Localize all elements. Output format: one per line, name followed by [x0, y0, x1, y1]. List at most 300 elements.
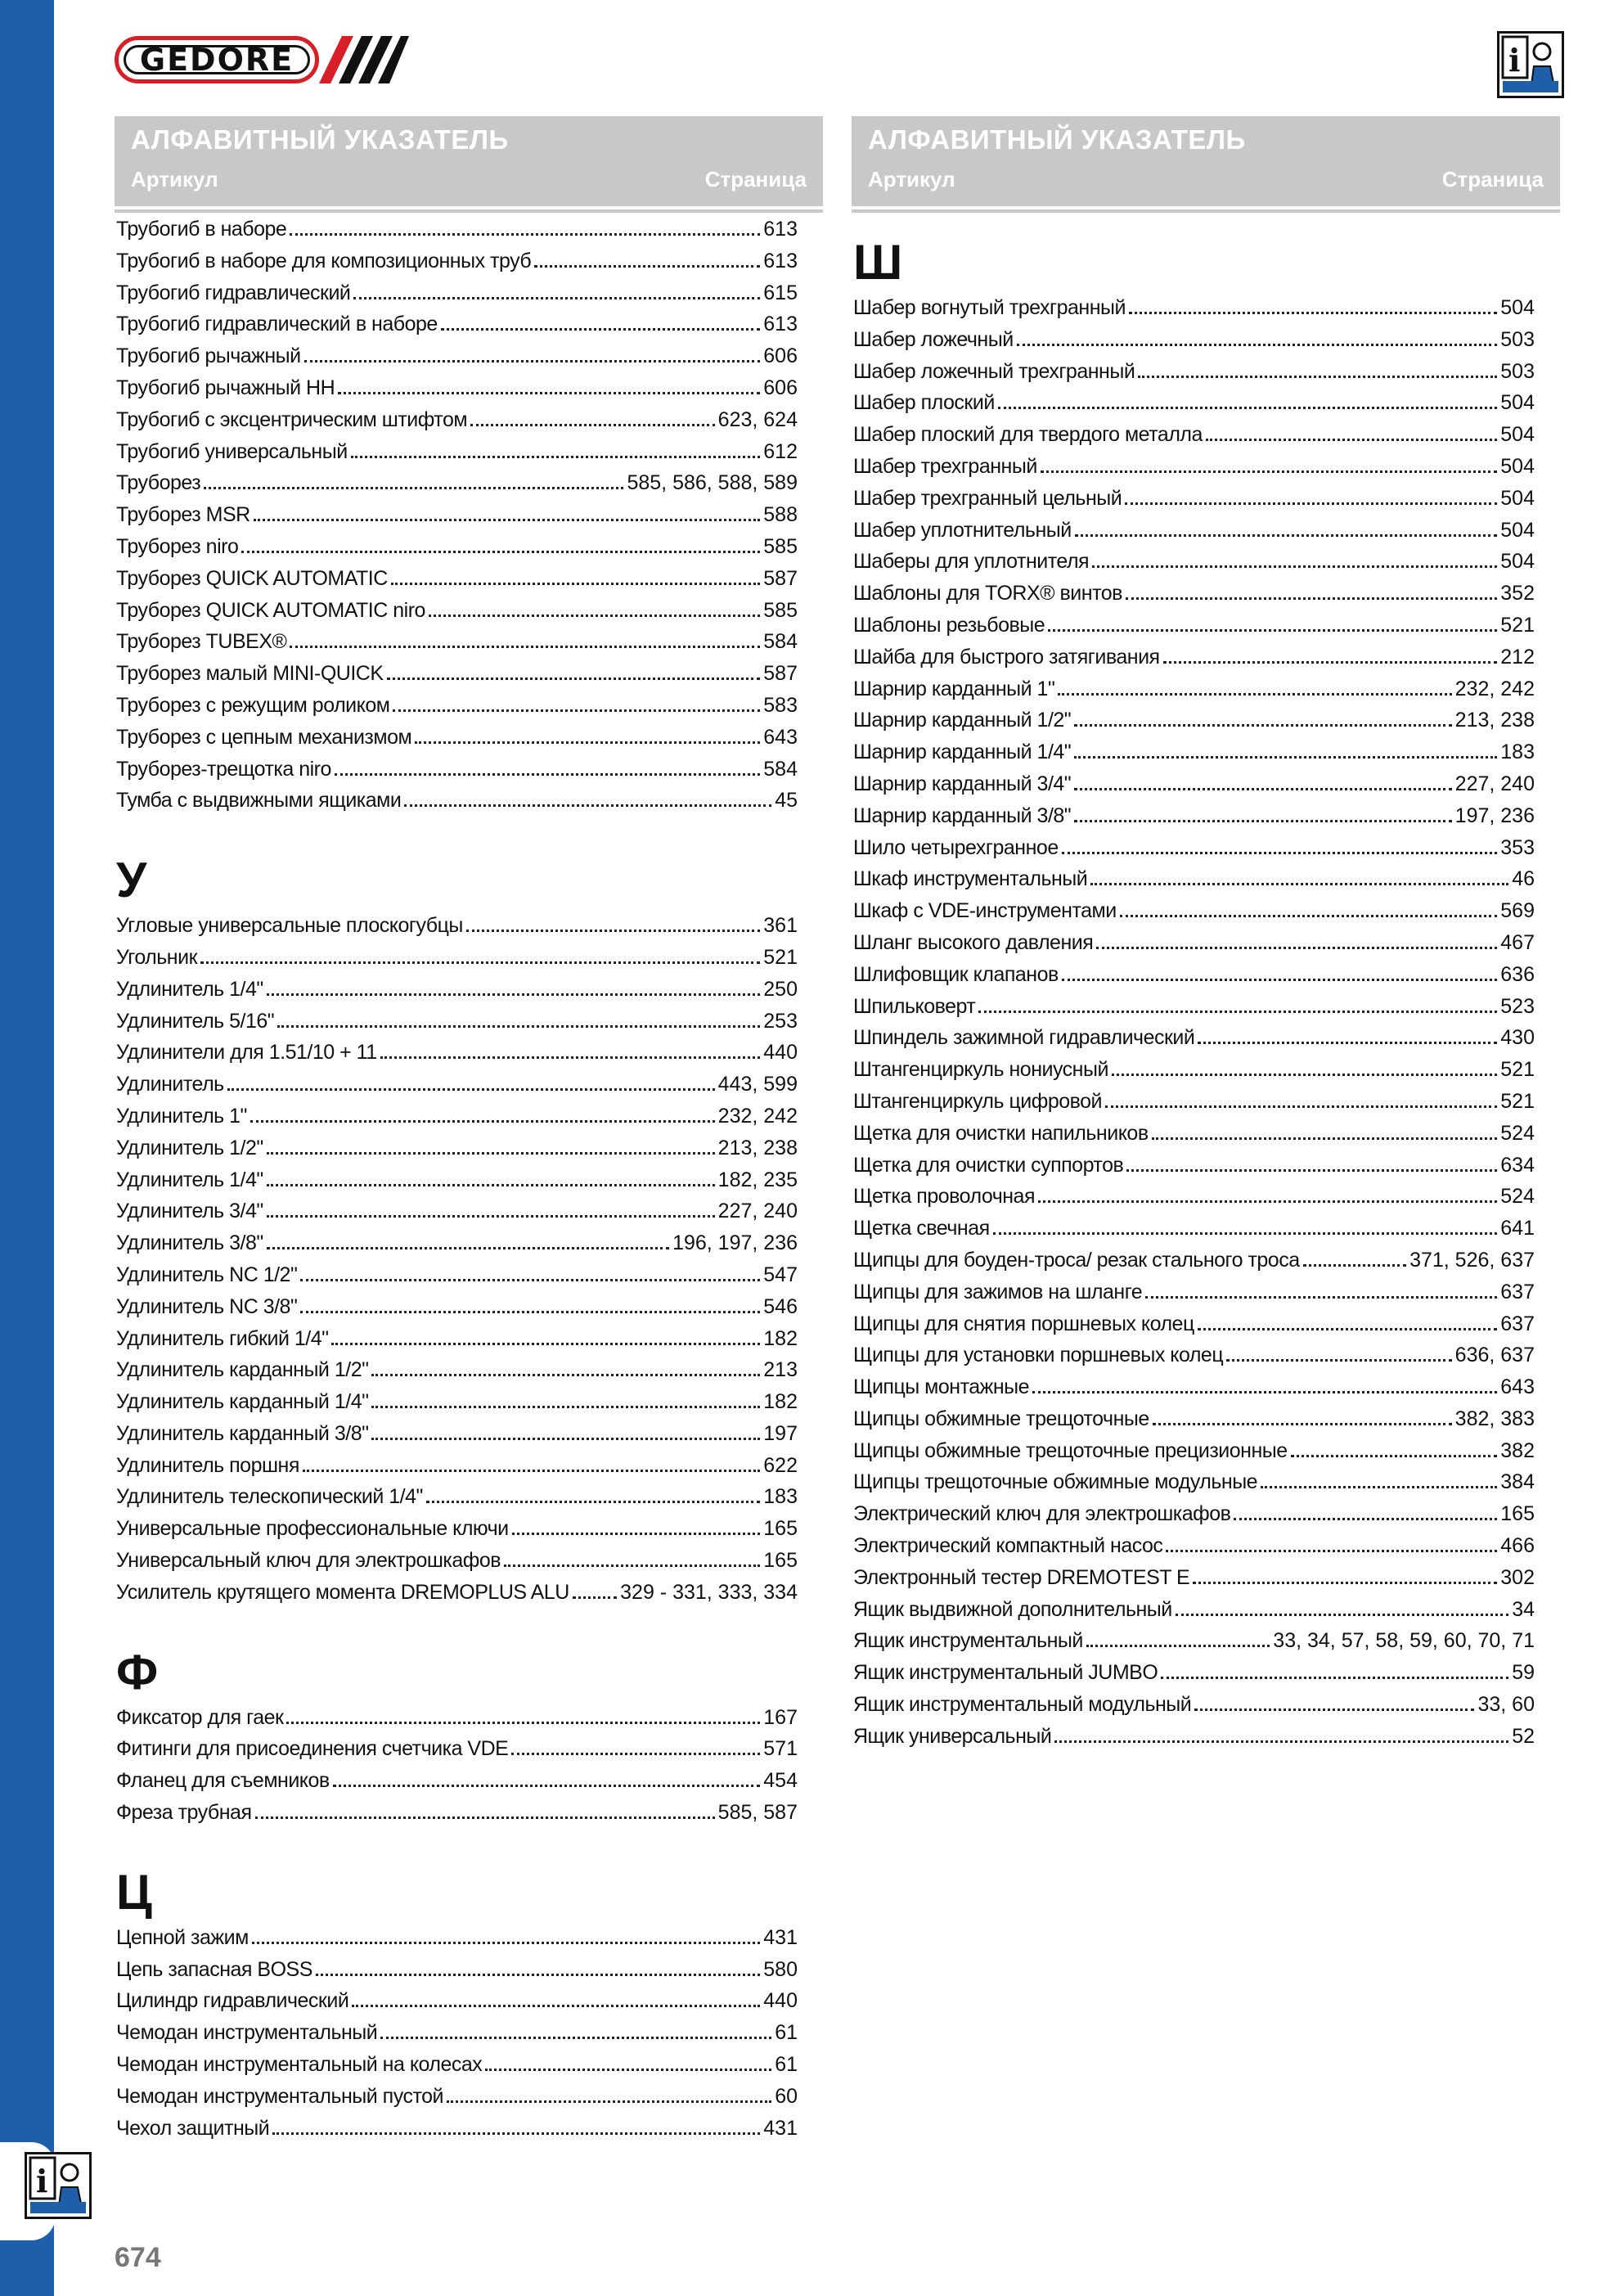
- index-entry: [853, 1693, 1535, 1725]
- index-entry: [116, 1422, 798, 1454]
- entry-name: Цепь запасная BOSS: [116, 1957, 312, 1981]
- entry-page: 585: [763, 534, 798, 558]
- entry-page: 431: [763, 1925, 798, 1949]
- index-entry: [853, 741, 1535, 772]
- entry-page: 167: [763, 1705, 798, 1729]
- dot-leader: [1129, 312, 1497, 314]
- entry-page: 59: [1512, 1661, 1535, 1685]
- index-entry: [116, 630, 798, 662]
- entry-name: Труборез TUBEX®: [116, 630, 287, 654]
- entry-page: 250: [763, 977, 798, 1001]
- index-entry: [116, 1485, 798, 1517]
- index-entry: [853, 804, 1535, 836]
- article-column-label: Артикул: [868, 167, 955, 191]
- info-person-icon: [1497, 31, 1564, 98]
- index-entry: [853, 360, 1535, 392]
- index-column-right: [853, 218, 1535, 1757]
- index-entry: [853, 1058, 1535, 1090]
- dot-leader: [371, 1374, 760, 1376]
- entry-page: 612: [763, 439, 798, 463]
- index-entry: [853, 1375, 1535, 1407]
- entry-page: 571: [763, 1737, 798, 1761]
- index-entry: [853, 519, 1535, 551]
- entry-name: Труборез: [116, 471, 201, 495]
- dot-leader: [267, 1152, 715, 1155]
- index-entry: [116, 535, 798, 567]
- index-entry: [116, 1200, 798, 1231]
- entry-page: 61: [775, 2053, 798, 2077]
- index-entry: [116, 1073, 798, 1105]
- dot-leader: [371, 1438, 760, 1440]
- entry-page: 165: [763, 1517, 798, 1541]
- index-entry: [853, 1534, 1535, 1566]
- entry-page: 197: [763, 1421, 798, 1445]
- entry-name: Ящик универсальный: [853, 1724, 1052, 1748]
- entry-page: 547: [763, 1263, 798, 1286]
- index-entry: [853, 614, 1535, 646]
- entry-page: 253: [763, 1009, 798, 1033]
- index-entry: [116, 914, 798, 946]
- entry-page: 232, 242: [1454, 677, 1535, 700]
- entry-name: Удлинитель карданный 1/4": [116, 1390, 369, 1414]
- page-column-label: Страница: [704, 167, 807, 191]
- entry-page: 382, 383: [1454, 1407, 1535, 1430]
- entry-name: Трубогиб в наборе: [116, 218, 287, 241]
- index-entry: [853, 931, 1535, 963]
- entry-page: 585: [763, 598, 798, 622]
- index-entry: [853, 1185, 1535, 1217]
- entry-page: 643: [1500, 1375, 1535, 1399]
- index-entry: [853, 709, 1535, 741]
- dot-leader: [1074, 756, 1497, 759]
- index-entry: [116, 1263, 798, 1295]
- index-entry: [116, 1581, 798, 1613]
- dot-leader: [1092, 565, 1497, 568]
- index-entry: [116, 2053, 798, 2085]
- entry-page: 196, 197, 236: [672, 1231, 798, 1255]
- entry-page: 182: [763, 1390, 798, 1414]
- index-column-left: [116, 218, 798, 2148]
- entry-page: 521: [1500, 613, 1535, 637]
- entry-page: 329 - 331, 333, 334: [620, 1580, 798, 1604]
- entry-page: 606: [763, 344, 798, 368]
- entry-name: Удлинитель 1": [116, 1104, 247, 1128]
- entry-name: Удлинитель карданный 3/8": [116, 1421, 369, 1445]
- dot-leader: [998, 407, 1497, 409]
- entry-page: 361: [763, 914, 798, 938]
- entry-page: 213, 238: [1454, 709, 1535, 732]
- dot-leader: [1017, 344, 1498, 346]
- entry-page: 636, 637: [1454, 1344, 1535, 1367]
- entry-name: Шабер трехгранный: [853, 454, 1037, 478]
- section-letter: Ф: [116, 1644, 159, 1699]
- index-entry: [116, 978, 798, 1010]
- dot-leader: [277, 1025, 760, 1028]
- entry-name: Удлинитель 1/2": [116, 1136, 263, 1159]
- index-entry: [853, 1249, 1535, 1281]
- entry-name: Удлинитель 3/4": [116, 1200, 263, 1223]
- entry-page: 384: [1500, 1470, 1535, 1494]
- entry-name: Щипцы трещоточные обжимные модульные: [853, 1470, 1258, 1494]
- index-entry: [853, 328, 1535, 360]
- dot-leader: [466, 930, 760, 932]
- dot-leader: [1291, 1455, 1498, 1457]
- entry-page: 431: [763, 2116, 798, 2140]
- dot-leader: [204, 487, 623, 489]
- entry-page: 521: [1500, 1058, 1535, 1082]
- index-entry: [853, 1122, 1535, 1154]
- section-letter: Ц: [116, 1864, 152, 1920]
- entry-page: 587: [763, 566, 798, 590]
- dot-leader: [404, 804, 771, 807]
- dot-leader: [1303, 1264, 1406, 1267]
- side-color-bar: [0, 0, 54, 2296]
- entry-name: Труборез с режущим роликом: [116, 693, 390, 717]
- entry-name: Труборез QUICK AUTOMATIC niro: [116, 598, 425, 622]
- dot-leader: [1058, 693, 1451, 696]
- index-entry: [853, 455, 1535, 487]
- entry-name: Чехол защитный: [116, 2116, 270, 2140]
- dot-leader: [511, 1753, 760, 1755]
- entry-page: 504: [1500, 296, 1535, 319]
- dot-leader: [338, 392, 760, 394]
- index-entry: [853, 1407, 1535, 1439]
- entry-page: 637: [1500, 1280, 1535, 1303]
- entry-name: Удлинитель поршня: [116, 1453, 299, 1477]
- entry-name: Удлинитель 1/4": [116, 977, 263, 1001]
- dot-leader: [504, 1564, 760, 1567]
- entry-name: Удлинитель телескопический 1/4": [116, 1485, 423, 1509]
- entry-name: Шаберы для уплотнителя: [853, 550, 1090, 574]
- entry-page: 524: [1500, 1185, 1535, 1209]
- dot-leader: [1206, 439, 1497, 441]
- dot-leader: [391, 583, 760, 585]
- dot-leader: [200, 961, 760, 964]
- entry-name: Угловые универсальные плоскогубцы: [116, 914, 463, 938]
- entry-name: Щипцы для установки поршневых колец: [853, 1344, 1224, 1367]
- entry-name: Цепной зажим: [116, 1925, 249, 1949]
- entry-name: Шкаф с VDE-инструментами: [853, 899, 1117, 923]
- index-entry: [853, 1090, 1535, 1122]
- index-entry: [853, 1629, 1535, 1661]
- index-entry: [116, 758, 798, 790]
- dot-leader: [1038, 1200, 1497, 1203]
- dot-leader: [470, 424, 715, 426]
- dot-leader: [380, 1056, 761, 1059]
- index-entry: [853, 1154, 1535, 1186]
- dot-leader: [1234, 1518, 1497, 1520]
- entry-page: 227, 240: [1454, 772, 1535, 795]
- index-entry: [116, 1105, 798, 1137]
- entry-name: Шпильковерт: [853, 994, 976, 1018]
- dot-leader: [304, 360, 761, 362]
- entry-name: Фреза трубная: [116, 1801, 252, 1825]
- entry-name: Трубогиб гидравлический в наборе: [116, 313, 438, 336]
- entry-name: Тумба с выдвижными ящиками: [116, 789, 402, 813]
- entry-name: Фитинги для присоединения счетчика VDE: [116, 1737, 509, 1761]
- index-entry: [116, 1041, 798, 1073]
- index-entry: [853, 1026, 1535, 1058]
- entry-page: 352: [1500, 582, 1535, 606]
- dot-leader: [415, 741, 760, 744]
- dot-leader: [1062, 979, 1498, 981]
- entry-name: Удлинители для 1.51/10 + 11: [116, 1041, 377, 1065]
- entry-name: Шарнир карданный 3/4": [853, 772, 1072, 795]
- index-entry: [116, 1010, 798, 1042]
- index-entry: [853, 899, 1535, 931]
- entry-name: Электрический ключ для электрошкафов: [853, 1502, 1231, 1526]
- entry-page: 504: [1500, 486, 1535, 510]
- entry-page: 521: [763, 945, 798, 969]
- entry-name: Удлинитель карданный 1/2": [116, 1358, 369, 1382]
- entry-page: 584: [763, 630, 798, 654]
- entry-name: Шабер плоский для твердого металла: [853, 423, 1203, 447]
- entry-name: Цилиндр гидравлический: [116, 1989, 349, 2013]
- index-entry: [116, 503, 798, 535]
- entry-name: Труборез-трещотка niro: [116, 757, 331, 781]
- dot-leader: [371, 1406, 760, 1408]
- index-entry: [853, 646, 1535, 678]
- entry-page: 523: [1500, 994, 1535, 1018]
- index-entry: [116, 250, 798, 281]
- entry-name: Угольник: [116, 945, 198, 969]
- entry-page: 197, 236: [1454, 804, 1535, 827]
- entry-page: 213, 238: [717, 1136, 798, 1159]
- dot-leader: [1194, 1708, 1474, 1711]
- entry-page: 212: [1500, 645, 1535, 669]
- index-entry: [116, 694, 798, 726]
- entry-page: 546: [763, 1294, 798, 1318]
- entry-name: Щетка проволочная: [853, 1185, 1035, 1209]
- entry-page: 569: [1500, 899, 1535, 923]
- entry-name: Удлинитель 5/16": [116, 1009, 275, 1033]
- dot-leader: [573, 1596, 617, 1599]
- entry-name: Труборез QUICK AUTOMATIC: [116, 566, 388, 590]
- dot-leader: [267, 993, 761, 996]
- entry-page: 46: [1512, 867, 1535, 891]
- entry-name: Шабер ложечный трехгранный: [853, 359, 1135, 383]
- dot-leader: [272, 2132, 760, 2135]
- entry-name: Трубогиб в наборе для композиционных труб: [116, 249, 532, 272]
- dot-leader: [286, 1722, 760, 1724]
- svg-text:i: i: [36, 2163, 48, 2199]
- dot-leader: [534, 265, 760, 268]
- entry-name: Ящик инструментальный: [853, 1629, 1083, 1653]
- entry-name: Удлинитель NC 1/2": [116, 1263, 298, 1286]
- dot-leader: [1126, 597, 1497, 600]
- entry-page: 613: [763, 218, 798, 241]
- entry-page: 504: [1500, 550, 1535, 574]
- entry-page: 504: [1500, 391, 1535, 415]
- dot-leader: [1032, 1391, 1497, 1393]
- entry-name: Трубогиб универсальный: [116, 439, 348, 463]
- dot-leader: [1074, 820, 1451, 822]
- index-entry: [116, 1801, 798, 1833]
- entry-page: 588: [763, 503, 798, 527]
- dot-leader: [1075, 534, 1498, 537]
- entry-name: Щипцы для зажимов на шланге: [853, 1280, 1143, 1303]
- entry-page: 585, 587: [717, 1801, 798, 1825]
- dot-leader: [1193, 1582, 1497, 1584]
- entry-name: Щипцы монтажные: [853, 1375, 1030, 1399]
- index-entry: [853, 1470, 1535, 1502]
- entry-page: 580: [763, 1957, 798, 1981]
- entry-name: Шкаф инструментальный: [853, 867, 1088, 891]
- dot-leader: [351, 456, 761, 458]
- dot-leader: [1261, 1486, 1497, 1488]
- entry-name: Удлинитель NC 3/8": [116, 1294, 298, 1318]
- entry-name: Чемодан инструментальный: [116, 2021, 378, 2045]
- dot-leader: [387, 678, 761, 680]
- index-entry: [853, 1344, 1535, 1375]
- entry-name: Шарнир карданный 1/4": [853, 741, 1072, 764]
- dot-leader: [252, 1942, 760, 1944]
- index-entry: [116, 1327, 798, 1359]
- index-entry: [853, 995, 1535, 1027]
- index-entry: [116, 471, 798, 503]
- entry-page: 182, 235: [717, 1168, 798, 1191]
- entry-name: Шланг высокого давления: [853, 930, 1094, 954]
- index-header-title: АЛФАВИТНЫЙ УКАЗАТЕЛЬ: [868, 124, 1246, 155]
- index-entry: [853, 487, 1535, 519]
- dot-leader: [429, 615, 760, 617]
- entry-page: 606: [763, 376, 798, 399]
- index-entry: [116, 1358, 798, 1390]
- entry-page: 504: [1500, 423, 1535, 447]
- entry-name: Шарнир карданный 1/2": [853, 709, 1072, 732]
- page-number: 674: [115, 2242, 161, 2273]
- dot-leader: [1120, 915, 1498, 917]
- entry-name: Шабер вогнутый трехгранный: [853, 296, 1126, 319]
- entry-page: 587: [763, 662, 798, 686]
- entry-name: Ящик инструментальный модульный: [853, 1693, 1192, 1717]
- dot-leader: [241, 551, 760, 553]
- entry-name: Шпиндель зажимной гидравлический: [853, 1026, 1195, 1050]
- logo-text: GEDORE: [139, 42, 294, 78]
- entry-name: Удлинитель: [116, 1073, 224, 1096]
- entry-page: 60: [775, 2084, 798, 2108]
- index-entry: [853, 1439, 1535, 1471]
- index-entry: [116, 599, 798, 631]
- index-entry: [116, 1231, 798, 1263]
- entry-page: 623, 624: [717, 407, 798, 431]
- index-entry: [116, 1706, 798, 1738]
- entry-name: Шарнир карданный 3/8": [853, 804, 1072, 827]
- dot-leader: [227, 1088, 715, 1091]
- dot-leader: [316, 1974, 760, 1976]
- index-entry: [853, 1598, 1535, 1630]
- dot-leader: [1105, 1105, 1497, 1108]
- entry-page: 643: [763, 725, 798, 749]
- entry-page: 521: [1500, 1089, 1535, 1113]
- dot-leader: [255, 1817, 715, 1819]
- entry-name: Ящик выдвижной дополнительный: [853, 1597, 1172, 1621]
- entry-name: Удлинитель 1/4": [116, 1168, 263, 1191]
- index-header-right: [852, 116, 1560, 206]
- entry-page: 165: [1500, 1502, 1535, 1526]
- entry-name: Шаблоны для TORX® винтов: [853, 582, 1122, 606]
- index-entry: [853, 963, 1535, 995]
- entry-page: 585, 586, 588, 589: [627, 471, 798, 495]
- entry-page: 232, 242: [717, 1104, 798, 1128]
- index-entry: [853, 1566, 1535, 1598]
- dot-leader: [1198, 1042, 1497, 1044]
- index-entry: [116, 1769, 798, 1801]
- dot-leader: [978, 1011, 1497, 1013]
- index-entry: [116, 2021, 798, 2053]
- entry-name: Электронный тестер DREMOTEST E: [853, 1565, 1190, 1589]
- index-entry: [853, 582, 1535, 614]
- section-letter: Ш: [853, 235, 903, 290]
- dot-leader: [1166, 1550, 1497, 1552]
- entry-page: 213: [763, 1358, 798, 1382]
- entry-name: Труборез MSR: [116, 503, 250, 527]
- index-entry: [116, 218, 798, 250]
- dot-leader: [267, 1184, 715, 1186]
- entry-name: Труборез niro: [116, 534, 239, 558]
- entry-page: 466: [1500, 1534, 1535, 1558]
- entry-name: Шабер плоский: [853, 391, 995, 415]
- entry-name: Шайба для быстрого затягивания: [853, 645, 1160, 669]
- dot-leader: [333, 1785, 761, 1787]
- entry-name: Щетка свечная: [853, 1217, 990, 1240]
- entry-page: 454: [763, 1769, 798, 1793]
- entry-page: 584: [763, 757, 798, 781]
- entry-name: Труборез малый MINI-QUICK: [116, 662, 384, 686]
- index-entry: [116, 2085, 798, 2117]
- gedore-logo: [115, 36, 417, 90]
- entry-name: Трубогиб рычажный HH: [116, 376, 335, 399]
- index-entry: [116, 1168, 798, 1200]
- dot-leader: [1074, 724, 1451, 727]
- index-entry: [116, 1295, 798, 1327]
- entry-name: Электрический компактный насос: [853, 1534, 1163, 1558]
- index-entry: [116, 376, 798, 408]
- index-entry: [116, 726, 798, 758]
- entry-page: 637: [1500, 1312, 1535, 1335]
- entry-page: 33, 60: [1477, 1693, 1535, 1717]
- dot-leader: [1226, 1359, 1452, 1362]
- entry-page: 165: [763, 1549, 798, 1573]
- index-entry: [853, 296, 1535, 328]
- dot-leader: [1062, 852, 1498, 854]
- entry-page: 504: [1500, 454, 1535, 478]
- dot-leader: [1153, 1423, 1452, 1425]
- entry-page: 641: [1500, 1217, 1535, 1240]
- entry-name: Чемодан инструментальный пустой: [116, 2084, 443, 2108]
- entry-page: 45: [775, 789, 798, 813]
- index-entry: [853, 836, 1535, 868]
- dot-leader: [290, 233, 760, 236]
- entry-name: Шаблоны резьбовые: [853, 613, 1045, 637]
- entry-name: Фиксатор для гаек: [116, 1705, 284, 1729]
- dot-leader: [300, 1311, 760, 1313]
- dot-leader: [303, 1470, 760, 1472]
- index-entry: [116, 2117, 798, 2149]
- entry-name: Щипцы обжимные трещоточные прецизионные: [853, 1438, 1288, 1462]
- entry-name: Щипцы для снятия поршневых колец: [853, 1312, 1194, 1335]
- entry-name: Шабер трехгранный цельный: [853, 486, 1122, 510]
- dot-leader: [485, 2069, 771, 2071]
- index-entry: [853, 1725, 1535, 1757]
- dot-leader: [267, 1215, 715, 1218]
- entry-name: Щетка для очистки напильников: [853, 1121, 1149, 1145]
- entry-page: 503: [1500, 359, 1535, 383]
- entry-name: Универсальный ключ для электрошкафов: [116, 1549, 501, 1573]
- entry-name: Щетка для очистки суппортов: [853, 1153, 1124, 1177]
- page-column-label: Страница: [1441, 167, 1544, 191]
- header-rule: [115, 209, 823, 213]
